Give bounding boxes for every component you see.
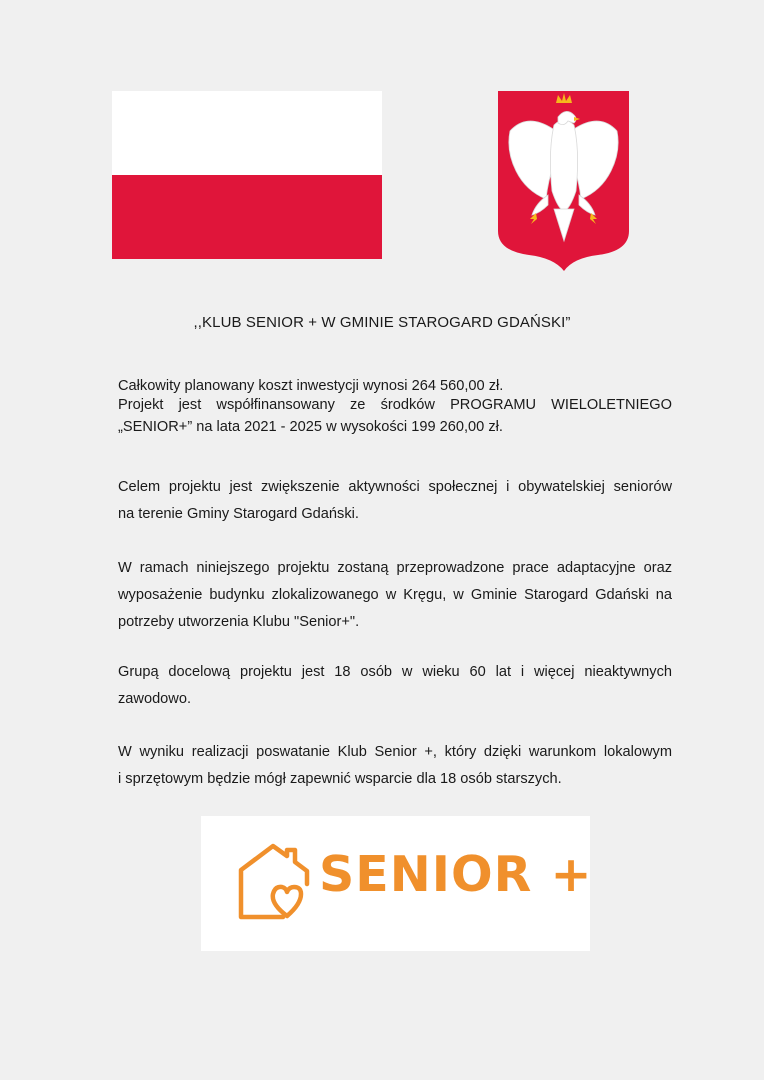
target-paragraph <box>118 659 672 713</box>
page-title: ,,KLUB SENIOR + W GMINIE STAROGARD GDAŃSKI” <box>193 314 571 331</box>
text-line: „SENIOR+” na lata 2021 - 2025 w wysokości 199 260,00 zł. <box>118 419 503 435</box>
text-line: Grupą docelową projektu jest 18 osób w wieku 60 lat i więcej nieaktywnych <box>118 664 672 680</box>
polish-coat-of-arms-icon <box>498 91 629 271</box>
polish-flag <box>112 91 382 259</box>
text-line: wyposażenie budynku zlokalizowanego w Kręgu, w Gminie Starogard Gdański na <box>118 587 672 603</box>
house-heart-icon <box>237 842 317 922</box>
logo-text: SENIOR + <box>319 846 593 903</box>
text-line: potrzeby utworzenia Klubu "Senior+". <box>118 614 360 630</box>
scope-paragraph <box>118 555 672 636</box>
flag-white-stripe <box>112 91 382 175</box>
senior-plus-logo <box>201 816 593 951</box>
text-line: Projekt jest współfinansowany ze środków PROGRAMU WIELOLETNIEGO <box>118 397 672 413</box>
text-line: na terenie Gminy Starogard Gdański. <box>118 506 359 522</box>
text-line: zawodowo. <box>118 691 192 707</box>
text-line: W wyniku realizacji poswatanie Klub Senior +, który dzięki warunkom lokalowym <box>118 744 672 760</box>
text-line: Całkowity planowany koszt inwestycji wynosi 264 560,00 zł. <box>118 378 504 394</box>
cost-paragraph <box>118 377 672 437</box>
goal-paragraph <box>118 474 672 528</box>
text-line: Celem projektu jest zwiększenie aktywności społecznej i obywatelskiej seniorów <box>118 479 672 495</box>
result-paragraph <box>118 739 672 793</box>
flag-red-stripe <box>112 175 382 259</box>
text-line: W ramach niniejszego projektu zostaną przeprowadzone prace adaptacyjne oraz <box>118 560 672 576</box>
text-line: i sprzętowym będzie mógł zapewnić wsparcie dla 18 osób starszych. <box>118 771 562 787</box>
